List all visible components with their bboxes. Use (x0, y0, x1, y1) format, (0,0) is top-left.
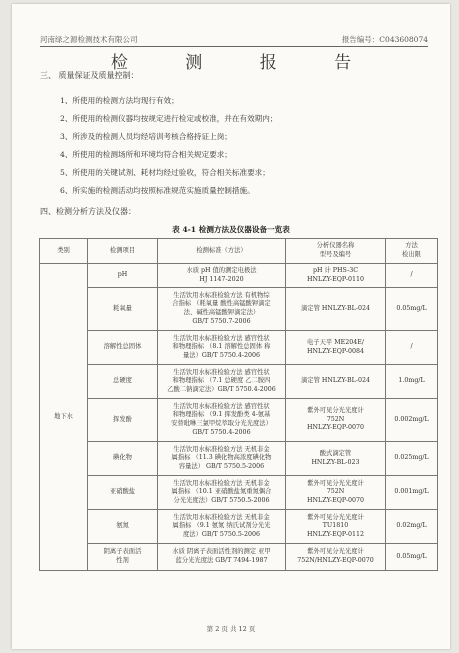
page-number: 第 2 页 共 12 页 (206, 625, 256, 633)
table-row (40, 331, 438, 365)
instrument-cell: 紫外可见分光光度计 752N HNLZY-EQP-0070 (286, 399, 386, 442)
table-row (40, 365, 438, 399)
table-row (40, 510, 438, 544)
instrument-cell: 酸式滴定管 HNLZY-BL-023 (286, 442, 386, 476)
instrument-cell: 紫外可见分光光度计 TU1810 HNLZY-EQP-0112 (286, 510, 386, 544)
item-cell: pH (88, 264, 158, 288)
method-cell: 水质 阴离子表面活性剂的测定 亚甲 蓝分光光度法 GB/T 7494-1987 (158, 544, 286, 571)
header-instrument: 分析仪器名称 型号及编号 (286, 239, 386, 264)
item-cell: 碘化物 (88, 442, 158, 476)
report-page (12, 4, 450, 649)
instrument-cell: 紫外可见分光光度计 752N HNLZY-EQP-0070 (286, 476, 386, 510)
report-number: 报告编号：C043608074 (341, 35, 428, 44)
method-cell: 生活饮用水标准检验方法 无机非金 属指标 （11.3 碘化物高浓度碘化物 容量法） GB/T 5750.5-2006 (158, 442, 286, 476)
qc-item-6: 6、所实施的检测活动均按照标准规范实施质量控制措施。 (60, 186, 255, 195)
qc-item-5: 5、所使用的关键试剂、耗材均经过验收，符合相关标准要求； (60, 168, 270, 177)
table-row (40, 476, 438, 510)
section-4-heading: 四、检测分析方法及仪器： (40, 207, 136, 216)
table-row (40, 399, 438, 442)
method-cell: 生活饮用水标准检验方法 无机非金 属指标 （9.1 氨氮 纳氏试剂分光光 度法）GB/T 5750.5-2006 (158, 510, 286, 544)
instrument-cell: 电子天平 ME204E/ HNLZY-EQP-0084 (286, 331, 386, 365)
header-category: 类别 (40, 239, 88, 264)
company-name: 河南绿之源检测技术有限公司 (40, 35, 138, 44)
limit-cell: 0.05mg/L (386, 544, 438, 571)
header-limit: 方法 检出限 (386, 239, 438, 264)
qc-item-4: 4、所使用的检测场所和环境均符合相关规定要求； (60, 150, 232, 159)
item-cell: 耗氧量 (88, 288, 158, 331)
method-cell: 生活饮用水标准检验方法 感官性状 和物理指标 （8.1 溶解性总固体 称 量法）GB/T 5750.4-2006 (158, 331, 286, 365)
table-header-row (40, 239, 438, 264)
method-cell: 生活饮用水标准检验方法 无机非金 属指标 （10.1 亚硝酸盐氮重氮偶合 分光光度法）GB/T 5750.5-2006 (158, 476, 286, 510)
limit-cell: 0.02mg/L (386, 510, 438, 544)
section-3-heading: 三、 质量保证及质量控制： (40, 71, 139, 80)
item-cell: 阴离子表面活 性剂 (88, 544, 158, 571)
report-title: 检 测 报 告 (110, 53, 378, 73)
limit-cell: 0.025mg/L (386, 442, 438, 476)
qc-item-3: 3、所涉及的检测人员均经培训考核合格持证上岗； (60, 132, 232, 141)
method-cell: 水质 pH 值的测定电极法 HJ 1147-2020 (158, 264, 286, 288)
item-cell: 总硬度 (88, 365, 158, 399)
table-caption: 表 4-1 检测方法及仪器设备一览表 (172, 225, 290, 234)
instrument-cell: 滴定管 HNLZY-BL-024 (286, 288, 386, 331)
table-row (40, 442, 438, 476)
limit-cell: 0.05mg/L (386, 288, 438, 331)
limit-cell: / (386, 331, 438, 365)
category-cell: 地下水 (40, 264, 88, 571)
method-cell: 生活饮用水标准检验方法 有机物综 合指标 （耗氧量 酸性高锰酸钾滴定 法、碱性高锰酸钾滴定法） GB/T 5750.7-2006 (158, 288, 286, 331)
table-row (40, 264, 438, 288)
item-cell: 挥发酚 (88, 399, 158, 442)
table-row (40, 288, 438, 331)
method-cell: 生活饮用水标准检验方法 感官性状 和物理指标 （7.1 总硬度 乙二胺四 乙酸二钠滴定法）GB/T 5750.4-2006 (158, 365, 286, 399)
qc-item-1: 1、所使用的检测方法均现行有效； (60, 96, 179, 105)
item-cell: 氨氮 (88, 510, 158, 544)
item-cell: 亚硝酸盐 (88, 476, 158, 510)
limit-cell: 0.001mg/L (386, 476, 438, 510)
instrument-cell: 滴定管 HNLZY-BL-024 (286, 365, 386, 399)
page-header (40, 32, 428, 47)
table-row (40, 544, 438, 571)
limit-cell: 1.0mg/L (386, 365, 438, 399)
header-method: 检测标准（方法） (158, 239, 286, 264)
methods-table (39, 238, 438, 571)
item-cell: 溶解性总固体 (88, 331, 158, 365)
header-item: 检测项目 (88, 239, 158, 264)
instrument-cell: 紫外可见分光光度计 752N/HNLZY-EQP-0070 (286, 544, 386, 571)
method-cell: 生活饮用水标准检验方法 感官性状 和物理指标 （9.1 挥发酚类 4-氨基 安替吡啉三氯甲烷萃取分光光度法） GB/T 5750.4-2006 (158, 399, 286, 442)
limit-cell: / (386, 264, 438, 288)
limit-cell: 0.002mg/L (386, 399, 438, 442)
instrument-cell: pH 计 PHS-3C HNLZY-EQP-0110 (286, 264, 386, 288)
qc-item-2: 2、所使用的检测仪器均按规定进行检定或校准，并在有效期内； (60, 114, 278, 123)
